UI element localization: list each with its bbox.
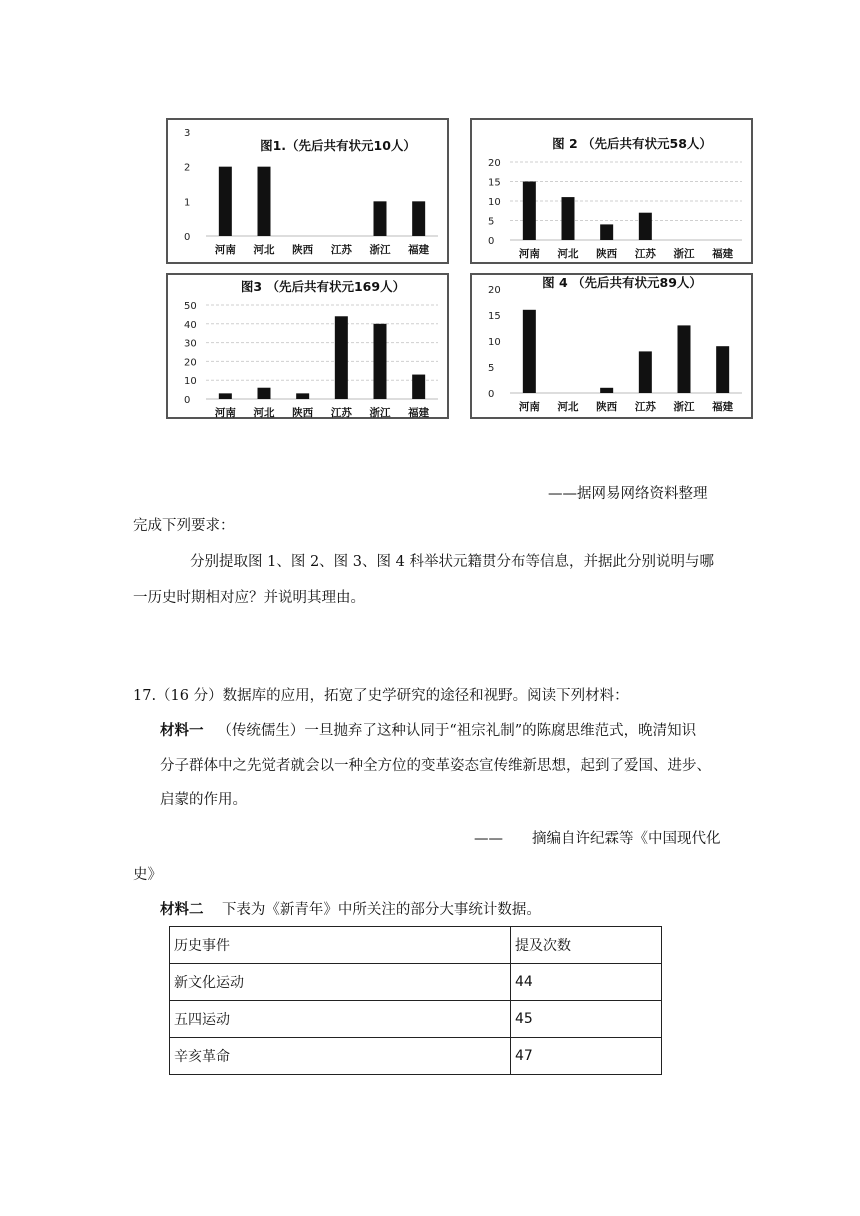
y-tick-label: 20	[488, 158, 501, 169]
chart-1	[166, 118, 449, 264]
bar-江苏	[639, 351, 652, 393]
y-tick-label: 20	[488, 285, 501, 296]
task-line-1: 分别提取图 1、图 2、图 3、图 4 科举状元籍贯分布等信息，并据此分别说明与哪	[190, 554, 714, 570]
chart-title: 图 4 （先后共有状元89人）	[542, 275, 702, 290]
table-header-row	[170, 927, 662, 964]
table-row	[170, 1001, 662, 1038]
y-tick-label: 30	[184, 338, 197, 350]
x-tick-label: 浙江	[369, 407, 391, 419]
chart-3	[166, 273, 449, 419]
x-tick-label: 陕西	[292, 244, 314, 256]
bar-福建	[716, 346, 729, 393]
y-tick-label: 10	[488, 197, 501, 208]
y-tick-label: 5	[488, 363, 495, 374]
table-cell-count: 47	[511, 1038, 662, 1075]
x-tick-label: 浙江	[673, 248, 695, 260]
y-tick-label: 1	[184, 197, 191, 209]
x-tick-label: 江苏	[330, 244, 352, 256]
y-tick-label: 20	[184, 357, 197, 369]
material-1-source: 摘编自许纪霖等《中国现代化	[532, 831, 721, 847]
task-header: 完成下列要求：	[133, 518, 235, 534]
bar-河南	[523, 182, 536, 241]
table-header-count: 提及次数	[511, 927, 662, 964]
chart-4	[470, 273, 753, 419]
x-tick-label: 福建	[712, 248, 734, 260]
x-tick-label: 陕西	[292, 407, 314, 419]
x-tick-label: 河北	[253, 407, 275, 419]
x-tick-label: 河南	[214, 407, 236, 419]
bar-陕西	[600, 388, 613, 393]
x-tick-label: 江苏	[634, 401, 656, 413]
x-tick-label: 河南	[518, 248, 540, 260]
y-tick-label: 5	[488, 216, 495, 228]
table-row	[170, 1038, 662, 1075]
y-tick-label: 10	[184, 376, 197, 388]
bar-福建	[412, 201, 425, 236]
table-cell-count: 45	[511, 1001, 662, 1038]
y-tick-label: 40	[184, 319, 197, 331]
bar-江苏	[335, 316, 348, 399]
bar-河南	[219, 393, 232, 399]
material-2-text: 下表为《新青年》中所关注的部分大事统计数据。	[221, 902, 541, 918]
x-tick-label: 河北	[253, 244, 275, 256]
chart-4-svg	[472, 275, 755, 421]
material-1-label: 材料一	[160, 722, 204, 739]
table-row	[170, 964, 662, 1001]
table-cell-event: 辛亥革命	[170, 1038, 511, 1075]
x-tick-label: 福建	[408, 407, 430, 419]
chart-title: 图 2 （先后共有状元58人）	[552, 136, 712, 151]
x-tick-label: 河北	[557, 248, 579, 260]
x-tick-label: 福建	[712, 401, 734, 413]
table-cell-event: 五四运动	[170, 1001, 511, 1038]
bar-陕西	[296, 393, 309, 399]
events-table	[169, 926, 662, 1075]
x-tick-label: 江苏	[634, 248, 656, 260]
bar-福建	[412, 375, 425, 399]
material-1-source-end: 史》	[133, 867, 162, 883]
y-tick-label: 15	[488, 177, 501, 189]
y-tick-label: 0	[184, 395, 191, 406]
x-tick-label: 浙江	[369, 244, 391, 256]
bar-河北	[562, 197, 575, 240]
x-tick-label: 陕西	[596, 248, 618, 260]
chart-title: 图3 （先后共有状元169人）	[240, 279, 406, 294]
x-tick-label: 河南	[214, 244, 236, 256]
bar-河南	[219, 167, 232, 236]
material-1-source-dash: ——	[474, 831, 503, 847]
material-1-line-3: 启蒙的作用。	[160, 792, 247, 808]
x-tick-label: 浙江	[673, 401, 695, 413]
bar-浙江	[374, 324, 387, 399]
y-tick-label: 0	[488, 389, 495, 400]
y-tick-label: 3	[184, 128, 191, 139]
bar-浙江	[374, 201, 387, 236]
question-17: 17.（16 分）数据库的应用，拓宽了史学研究的途径和视野。阅读下列材料：	[133, 688, 629, 704]
material-2-label: 材料二	[160, 901, 204, 918]
x-tick-label: 河南	[518, 401, 540, 413]
chart-2	[470, 118, 753, 264]
table-cell-count: 44	[511, 964, 662, 1001]
y-tick-label: 0	[184, 232, 191, 243]
chart-title: 图1.（先后共有状元10人）	[260, 138, 416, 153]
material-2-paragraph	[160, 900, 541, 920]
y-tick-label: 2	[184, 162, 191, 174]
x-tick-label: 福建	[408, 244, 430, 256]
x-tick-label: 陕西	[596, 401, 618, 413]
y-tick-label: 0	[488, 236, 495, 247]
material-1-line-1: （传统儒生）一旦抛弃了这种认同于“祖宗礼制”的陈腐思维范式，晚清知识	[217, 723, 697, 739]
material-1-line-2: 分子群体中之先觉者就会以一种全方位的变革姿态宣传维新思想，起到了爱国、进步、	[160, 758, 711, 774]
bar-江苏	[639, 213, 652, 240]
y-tick-label: 10	[488, 337, 501, 348]
bar-陕西	[600, 224, 613, 240]
task-line-2: 一历史时期相对应？并说明其理由。	[133, 590, 365, 606]
x-tick-label: 江苏	[330, 407, 352, 419]
chart-source: ——据网易网络资料整理	[548, 486, 708, 502]
material-1-paragraph	[160, 721, 696, 741]
chart-3-svg	[168, 275, 451, 421]
x-tick-label: 河北	[557, 401, 579, 413]
y-tick-label: 50	[184, 301, 197, 312]
chart-1-svg	[168, 120, 451, 266]
bar-河南	[523, 310, 536, 393]
table-header-event: 历史事件	[170, 927, 511, 964]
bar-浙江	[678, 325, 691, 393]
table-cell-event: 新文化运动	[170, 964, 511, 1001]
bar-河北	[258, 388, 271, 399]
chart-2-svg	[472, 120, 755, 266]
y-tick-label: 15	[488, 311, 501, 322]
bar-河北	[258, 167, 271, 236]
